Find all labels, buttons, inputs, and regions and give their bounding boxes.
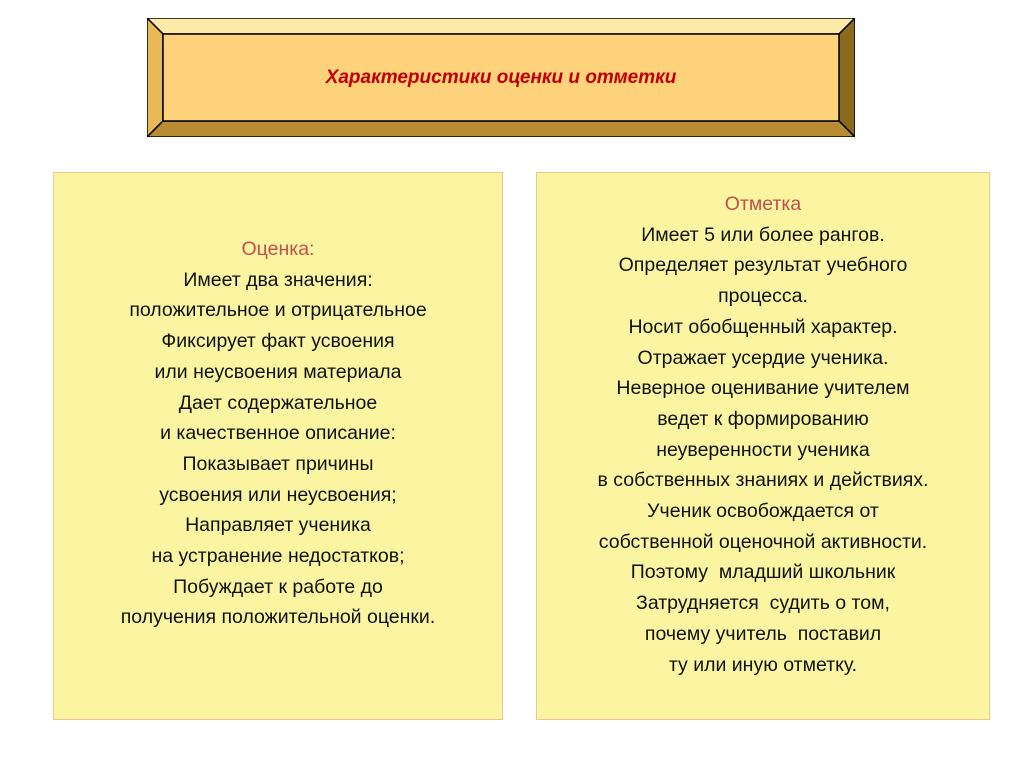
card-line: или неусвоения материала [154, 360, 402, 383]
card-line: Поэтому младший школьник [630, 561, 896, 584]
card-line: Неверное оценивание учителем [616, 377, 910, 400]
ocenka-card [53, 172, 503, 720]
ocenka-lines [54, 234, 502, 633]
otmetka-card [536, 172, 990, 720]
card-line: и качественное описание: [160, 422, 396, 445]
card-line: Направляет ученика [185, 514, 371, 537]
card-line: Фиксирует факт усвоения [161, 330, 395, 353]
card-line: на устранение недостатков; [151, 545, 405, 568]
card-line: Носит обобщенный характер. [628, 315, 898, 338]
ocenka-heading: Оценка: [241, 238, 315, 260]
card-line: Определяет результат учебного [618, 254, 908, 277]
card-line: собственной оценочной активности. [598, 530, 928, 553]
card-line: Отражает усердие ученика. [637, 346, 889, 369]
card-line: усвоения или неусвоения; [159, 483, 397, 506]
card-line: почему учитель поставил [644, 622, 882, 645]
card-line: Побуждает к работе до [173, 575, 383, 598]
card-line: Ученик освобождается от [647, 500, 879, 523]
card-line: неуверенности ученика [656, 438, 870, 461]
card-line: Затрудняется судить о том, [636, 592, 890, 615]
card-line: процесса. [718, 285, 808, 308]
otmetka-lines [537, 189, 989, 680]
card-line: ведет к формированию [657, 407, 869, 430]
card-line: Имеет 5 или более рангов. [641, 223, 885, 246]
title-frame [147, 18, 855, 137]
card-line: Показывает причины [182, 452, 374, 475]
card-line: положительное и отрицательное [129, 299, 427, 322]
card-line: получения положительной оценки. [120, 606, 436, 629]
card-line: Дает содержательное [178, 391, 378, 414]
card-line: Имеет два значения: [183, 268, 373, 291]
card-line: ту или иную отметку. [668, 653, 858, 676]
otmetka-heading: Отметка [724, 193, 802, 215]
page-title: Характеристики оценки и отметки [325, 66, 677, 88]
card-line: в собственных знаниях и действиях. [597, 469, 929, 492]
